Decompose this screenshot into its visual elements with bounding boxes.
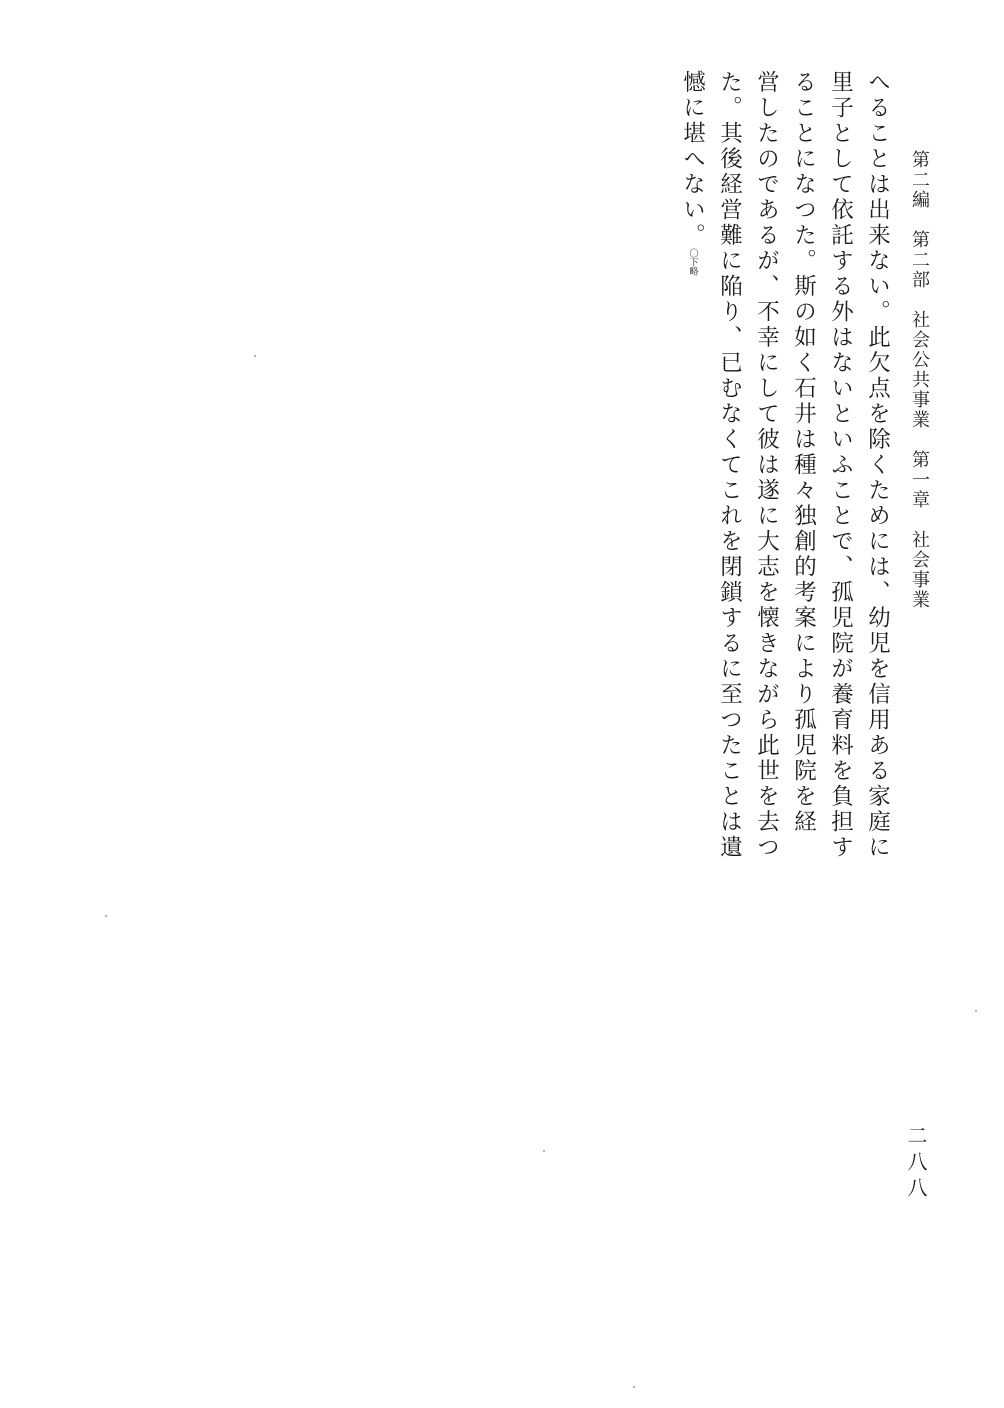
running-header: 第二編 第二部 社会公共事業 第一章 社会事業 xyxy=(909,150,930,610)
scan-speck xyxy=(105,915,107,917)
end-note: 〇下略 xyxy=(687,248,698,276)
body-line-4: 営したのであるが、不幸にして彼は遂に大志を懐きながら此世を去つ xyxy=(753,70,780,861)
scan-speck xyxy=(543,1150,545,1152)
scan-speck xyxy=(975,1010,977,1012)
scan-speck xyxy=(254,355,256,357)
scan-speck xyxy=(633,1386,635,1388)
body-line-6-text: 憾に堪へない。 xyxy=(679,70,706,249)
body-line-3: ることになつた。斯の如く石井は種々独創的考案により孤児院を経 xyxy=(790,70,817,835)
body-line-1: へることは出来ない。此欠点を除くためには、幼児を信用ある家庭に xyxy=(864,70,891,861)
body-line-5: た。其後経営難に陥り、已むなくてこれを閉鎖するに至つたことは遺 xyxy=(716,70,743,861)
page-number: 二八八 xyxy=(904,1125,928,1203)
body-line-6 xyxy=(681,70,704,276)
body-line-2: 里子として依託する外はないといふことで、孤児院が養育料を負担す xyxy=(827,70,854,861)
